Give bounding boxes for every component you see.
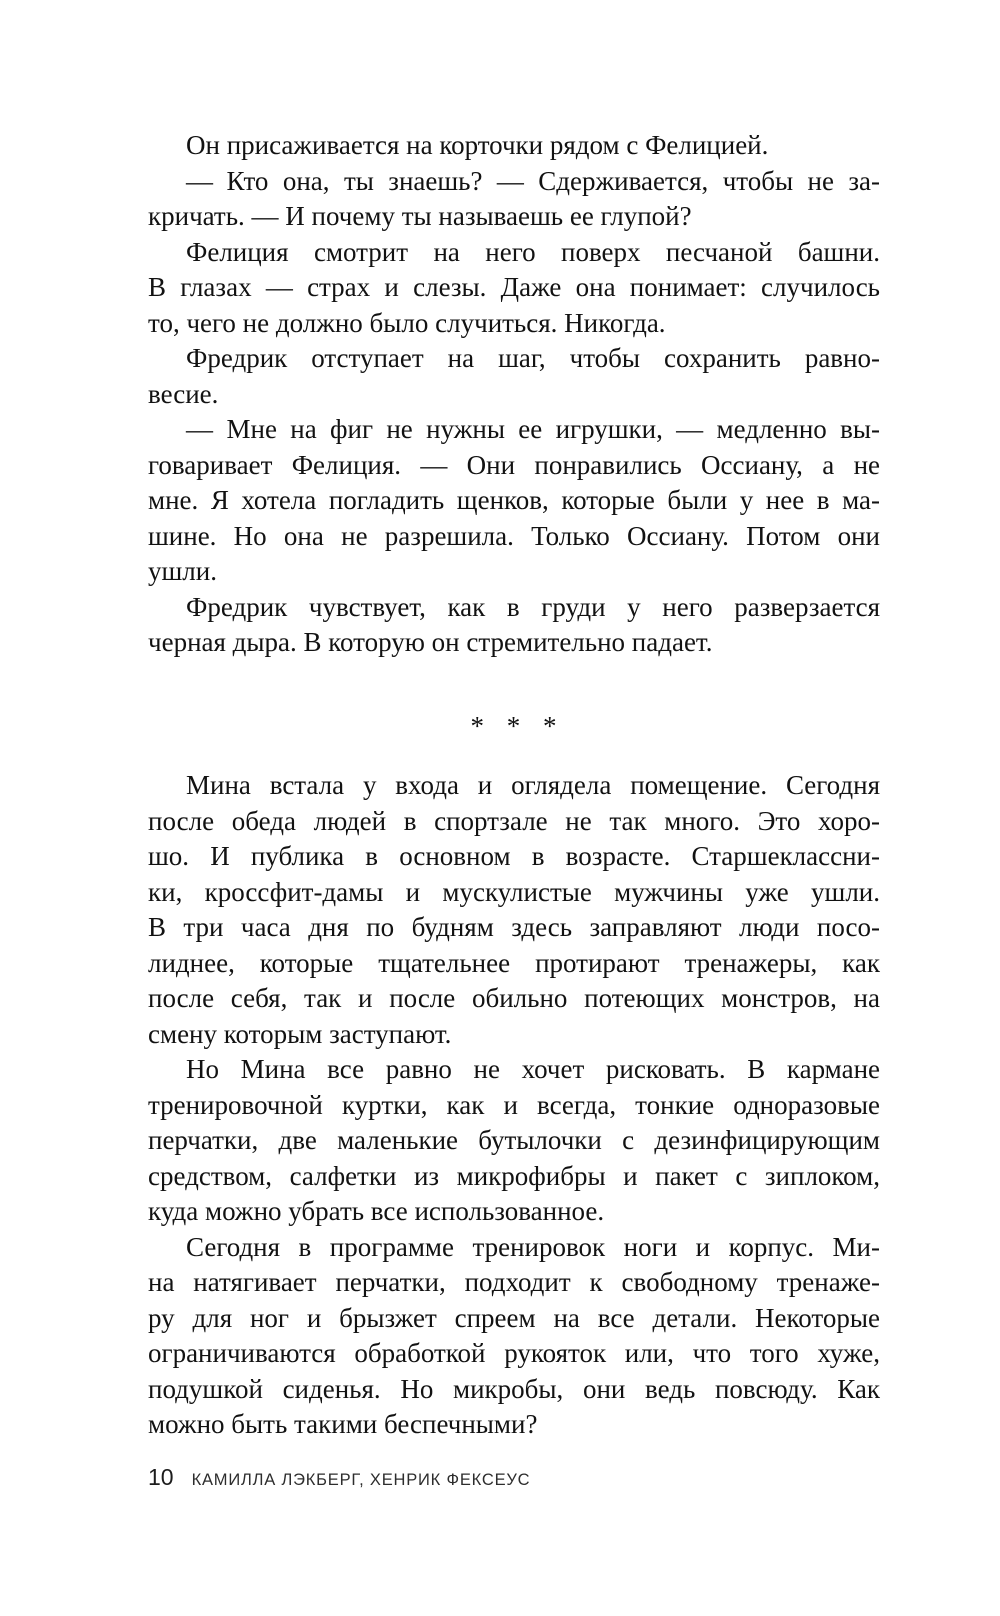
text-line: шо. И публика в основном в возрасте. Старшеклассни-: [148, 841, 880, 871]
text-line: тренировочной куртки, как и всегда, тонкие одноразовые: [148, 1089, 880, 1120]
paragraph: [148, 590, 880, 661]
text-line: В глазах — страх и слезы. Даже она понимает: случилось: [148, 272, 880, 302]
text-line: на натягивает перчатки, подходит к свободному тренаже-: [148, 1267, 880, 1297]
text-line: ушли.: [148, 556, 217, 586]
paragraph: [148, 768, 880, 1052]
text-line: ру для ног и брызжет спреем на все детали. Некоторые: [148, 1302, 880, 1333]
text-line: В три часа дня по будням здесь заправляют люди посо-: [148, 912, 880, 942]
paragraph: [148, 1052, 880, 1230]
paragraph: [148, 164, 880, 235]
text-line: весие.: [148, 378, 219, 409]
text-line: Фредрик отступает на шаг, чтобы сохранить равно-: [186, 343, 880, 373]
text-line: куда можно убрать все использованное.: [148, 1196, 605, 1226]
text-line: Но Мина все равно не хочет рисковать. В кармане: [186, 1054, 880, 1084]
paragraph: [148, 341, 880, 412]
running-title-authors: КАМИЛЛА ЛЭКБЕРГ, ХЕНРИК ФЕКСЕУС: [191, 1471, 531, 1489]
section-divider: * * *: [470, 710, 558, 741]
text-line: Сегодня в программе тренировок ноги и корпус. Ми-: [186, 1231, 880, 1262]
text-line: кричать. — И почему ты называешь ее глупой?: [148, 201, 692, 231]
text-line: Фредрик чувствует, как в груди у него разверзается: [186, 591, 880, 622]
text-line: Фелиция смотрит на него поверх песчаной башни.: [186, 236, 880, 267]
text-line: то, чего не должно было случиться. Никогда.: [148, 307, 666, 338]
text-line: Мина встала у входа и оглядела помещение. Сегодня: [186, 770, 880, 800]
text-line: мне. Я хотела погладить щенков, которые были у нее в ма-: [148, 485, 880, 515]
text-line: — Мне на фиг не нужны ее игрушки, — медленно вы-: [186, 414, 880, 444]
text-line: — Кто она, ты знаешь? — Сдерживается, чтобы не за-: [186, 165, 880, 196]
text-line: подушкой сиденья. Но микробы, они ведь повсюду. Как: [148, 1373, 880, 1404]
page-footer: [148, 1464, 530, 1491]
paragraph: [148, 412, 880, 590]
page-text: [148, 128, 880, 1443]
text-line: ограничиваются обработкой рукояток или, что того хуже,: [148, 1338, 880, 1368]
paragraph: [148, 1230, 880, 1443]
paragraph: [148, 235, 880, 342]
text-line: после себя, так и после обильно потеющих монстров, на: [148, 983, 880, 1013]
text-line: шине. Но она не разрешила. Только Оссиану. Потом они: [148, 520, 880, 551]
page-number: 10: [148, 1464, 174, 1490]
text-line: говаривает Фелиция. — Они понравились Оссиану, а не: [148, 449, 880, 480]
text-line: перчатки, две маленькие бутылочки с дезинфицирующим: [148, 1125, 880, 1155]
text-line: после обеда людей в спортзале не так много. Это хоро-: [148, 805, 880, 836]
text-line: средством, салфетки из микрофибры и пакет с зиплоком,: [148, 1160, 880, 1191]
paragraph: [148, 128, 880, 164]
text-line: черная дыра. В которую он стремительно падает.: [148, 627, 713, 657]
text-line: ки, кроссфит-дамы и мускулистые мужчины уже ушли.: [148, 876, 880, 907]
text-line: лиднее, которые тщательнее протирают тренажеры, как: [148, 947, 880, 978]
text-line: смену которым заступают.: [148, 1018, 452, 1049]
text-line: можно быть такими беспечными?: [148, 1409, 538, 1439]
text-line: Он присаживается на корточки рядом с Фелицией.: [186, 130, 769, 160]
